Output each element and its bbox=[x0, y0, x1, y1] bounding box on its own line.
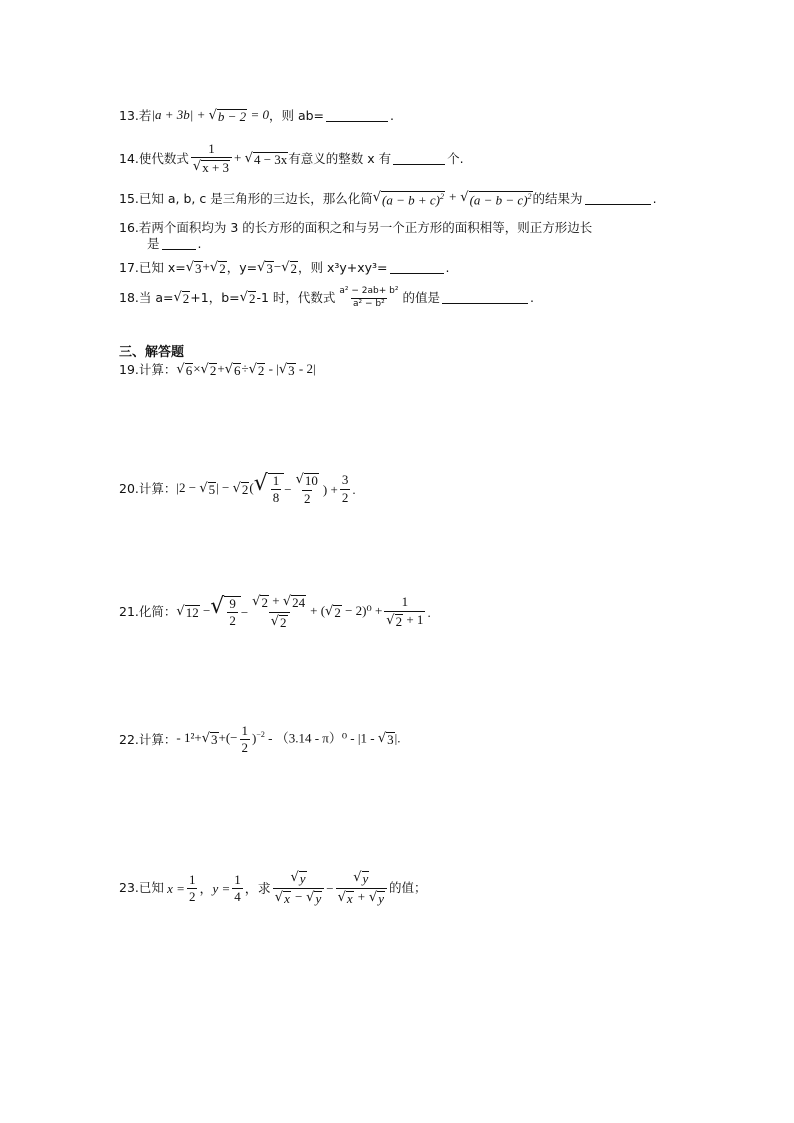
question-number: 18. bbox=[119, 290, 139, 306]
question-text: 的结果为 bbox=[532, 190, 583, 206]
question-text: 计算： bbox=[138, 362, 177, 378]
formula: )$^{-2}$ - （3.14 - π）⁰ - |1 - √ 3 |. bbox=[252, 730, 401, 748]
question-text: 计算： bbox=[138, 731, 177, 747]
question-13 bbox=[119, 108, 394, 125]
question-number: 21. bbox=[119, 604, 139, 620]
fraction: $\frac{\text{a² − 2ab+ b²}}{\text{a² − b²}}$ bbox=[339, 286, 399, 309]
formula: − bbox=[326, 880, 334, 896]
question-text: 已知 x= bbox=[138, 260, 186, 276]
period: . bbox=[652, 190, 657, 206]
question-number: 14. bbox=[119, 150, 139, 166]
question-text: 若 bbox=[138, 108, 152, 124]
question-number: 15. bbox=[119, 190, 139, 206]
fraction: $\frac{1}{4}$ bbox=[234, 871, 241, 904]
question-number: 22. bbox=[119, 731, 139, 747]
formula: √ $(a - b + c)^2$ + √ $(a - b - c)^2$ bbox=[372, 189, 532, 208]
formula: √ $\frac{9}{2}$ bbox=[210, 596, 241, 629]
fraction: √ y √ x + √ y bbox=[336, 870, 387, 907]
question-text: ，则 ab= bbox=[268, 108, 325, 124]
question-text: +1，b= bbox=[190, 290, 240, 306]
question-19 bbox=[119, 362, 316, 379]
question-number: 19. bbox=[119, 362, 139, 378]
answer-blank[interactable] bbox=[393, 153, 445, 165]
question-number: 23. bbox=[119, 880, 139, 896]
question-text: 若两个面积均为 3 的长方形的面积之和与另一个正方形的面积相等，则正方形边长 bbox=[138, 220, 593, 235]
question-22 bbox=[119, 724, 400, 756]
formula: x = bbox=[163, 880, 185, 896]
formula: √ 6 × √ 2 + √ 6 ÷ √ 2 - | √ 3 - 2| bbox=[176, 361, 316, 378]
fraction: $\frac{1}{2}$ bbox=[188, 871, 196, 904]
question-text: 个. bbox=[447, 150, 464, 166]
question-number: 13. bbox=[119, 108, 139, 124]
fraction: √ 10 2 bbox=[295, 472, 318, 506]
formula: √ $\frac{1}{8}$ bbox=[254, 473, 285, 506]
answer-blank[interactable] bbox=[162, 238, 196, 250]
answer-blank[interactable] bbox=[390, 262, 444, 274]
formula: ，求 bbox=[244, 880, 271, 896]
question-text: 已知 a, b, c 是三角形的三边长，那么化简 bbox=[138, 190, 373, 206]
period: . bbox=[197, 236, 202, 251]
fraction: 1 √ 2 + 1 bbox=[386, 594, 424, 629]
fraction: √ 2 + √ 24 √ 2 bbox=[252, 593, 306, 630]
section-title: 三、解答题 bbox=[119, 345, 185, 360]
question-17 bbox=[119, 260, 450, 277]
formula: |a + 3b| + √ b − 2 = 0 bbox=[151, 107, 269, 124]
question-text: 化简： bbox=[138, 604, 177, 620]
question-number: 17. bbox=[119, 260, 139, 276]
formula: ， bbox=[199, 880, 213, 896]
formula: − bbox=[240, 604, 249, 620]
question-text: 的值； bbox=[389, 880, 427, 896]
question-number: 20. bbox=[119, 480, 139, 496]
formula: √ 2 bbox=[239, 289, 256, 306]
answer-blank[interactable] bbox=[326, 110, 388, 122]
question-text: 已知 bbox=[138, 880, 164, 896]
period: . bbox=[529, 290, 534, 306]
formula: - 1²+ √ 3 +(− bbox=[176, 730, 238, 748]
formula: − bbox=[284, 481, 292, 497]
question-text: 是 bbox=[147, 236, 160, 251]
formula: √ 3 − √ 2 bbox=[257, 259, 297, 276]
period: . bbox=[445, 260, 450, 276]
question-text: 有意义的整数 x 有 bbox=[288, 150, 392, 166]
fraction: 1 √ x + 3 bbox=[191, 142, 232, 176]
answer-blank[interactable] bbox=[585, 193, 651, 205]
answer-blank[interactable] bbox=[442, 292, 528, 304]
question-text: 计算： bbox=[138, 480, 177, 496]
period: . bbox=[427, 604, 431, 620]
formula: √ 12 − bbox=[176, 602, 211, 620]
fraction: $\frac{3}{2}$ bbox=[341, 472, 349, 505]
period: . bbox=[352, 481, 356, 497]
question-number: 16. bbox=[119, 220, 139, 235]
question-21 bbox=[119, 594, 431, 631]
question-text: 的值是 bbox=[402, 290, 440, 306]
question-15 bbox=[119, 190, 657, 208]
question-text: ，则 x³y+xy³= bbox=[298, 260, 388, 276]
formula: |2 − √ 5 | − √ 2 ( bbox=[176, 479, 254, 497]
fraction: $\frac{1}{2}$ bbox=[241, 723, 249, 756]
fraction: √ y √ x − √ y bbox=[273, 870, 324, 907]
question-14 bbox=[119, 142, 464, 176]
question-23 bbox=[119, 870, 427, 907]
formula: + √ 4 − 3x bbox=[234, 149, 288, 167]
formula: √ 2 bbox=[173, 289, 190, 306]
period: . bbox=[390, 108, 394, 124]
formula: √ 3 + √ 2 bbox=[185, 259, 226, 276]
formula: ) + bbox=[322, 481, 338, 497]
question-text: ，y= bbox=[226, 260, 258, 276]
question-18 bbox=[119, 287, 534, 310]
question-text: 使代数式 bbox=[138, 150, 189, 166]
question-20 bbox=[119, 472, 356, 506]
question-16 bbox=[119, 222, 592, 235]
question-text: 当 a= bbox=[138, 290, 174, 306]
formula: + ( √ 2 − 2)⁰ + bbox=[310, 602, 383, 620]
formula: y = bbox=[212, 880, 231, 896]
question-text: -1 时，代数式 bbox=[256, 290, 336, 306]
question-16-line2 bbox=[147, 238, 202, 251]
